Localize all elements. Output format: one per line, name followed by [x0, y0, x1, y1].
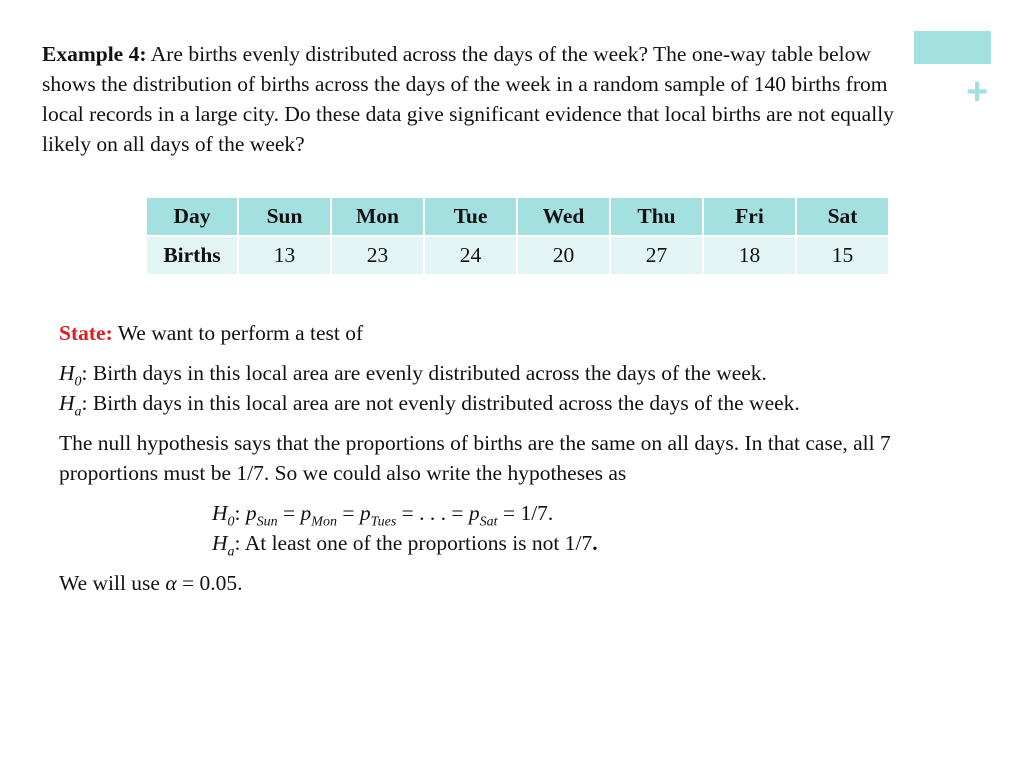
- births-fri: 18: [704, 237, 795, 274]
- accent-block: [914, 31, 991, 64]
- alt-hypothesis-proportions: $H_a$: At least one of the proportions is not 1/7.: [212, 531, 598, 560]
- example-text: Are births evenly distributed across the days of the week? The one-way table below shows the distribution of births across the days of the week in a random sample of 140 births from local records in a large city. Do these data give significant evidence that local births are not equally likely on all days of the week?: [42, 42, 894, 156]
- births-sat: 15: [797, 237, 888, 274]
- example-label: Example 4:: [42, 42, 147, 66]
- header-day: Day: [147, 198, 237, 235]
- null-hypothesis: $H_0$: Birth days in this local area are evenly distributed across the days of the week.: [59, 361, 767, 390]
- header-wed: Wed: [518, 198, 609, 235]
- births-table: [145, 196, 890, 276]
- header-thu: Thu: [611, 198, 702, 235]
- births-thu: 27: [611, 237, 702, 274]
- state-label: State:: [59, 321, 113, 345]
- table-row-births: [147, 237, 888, 274]
- alpha-level: We will use α = 0.05.: [59, 571, 243, 595]
- header-tue: Tue: [425, 198, 516, 235]
- births-tue: 24: [425, 237, 516, 274]
- table-header-row: [147, 198, 888, 235]
- state-section: [59, 318, 979, 598]
- header-fri: Fri: [704, 198, 795, 235]
- births-wed: 20: [518, 237, 609, 274]
- null-explanation: The null hypothesis says that the proportions of births are the same on all days. In that case, all 7 proportions must be 1/7. So we could also write the hypotheses as: [59, 431, 891, 485]
- example-intro: [42, 39, 922, 159]
- births-label: Births: [147, 237, 237, 274]
- header-sat: Sat: [797, 198, 888, 235]
- births-sun: 13: [239, 237, 330, 274]
- alt-hypothesis: $H_a$: Birth days in this local area are not evenly distributed across the days of the week.: [59, 391, 800, 420]
- header-sun: Sun: [239, 198, 330, 235]
- state-lead: State: We want to perform a test of: [59, 321, 364, 345]
- null-hypothesis-proportions: $H_0$: $p_{Sun} = p_{Mon} = p_{Tues}$ = . . . = $p_{Sat} = 1/7$.: [212, 501, 554, 530]
- births-mon: 23: [332, 237, 423, 274]
- header-mon: Mon: [332, 198, 423, 235]
- plus-icon: +: [966, 71, 989, 113]
